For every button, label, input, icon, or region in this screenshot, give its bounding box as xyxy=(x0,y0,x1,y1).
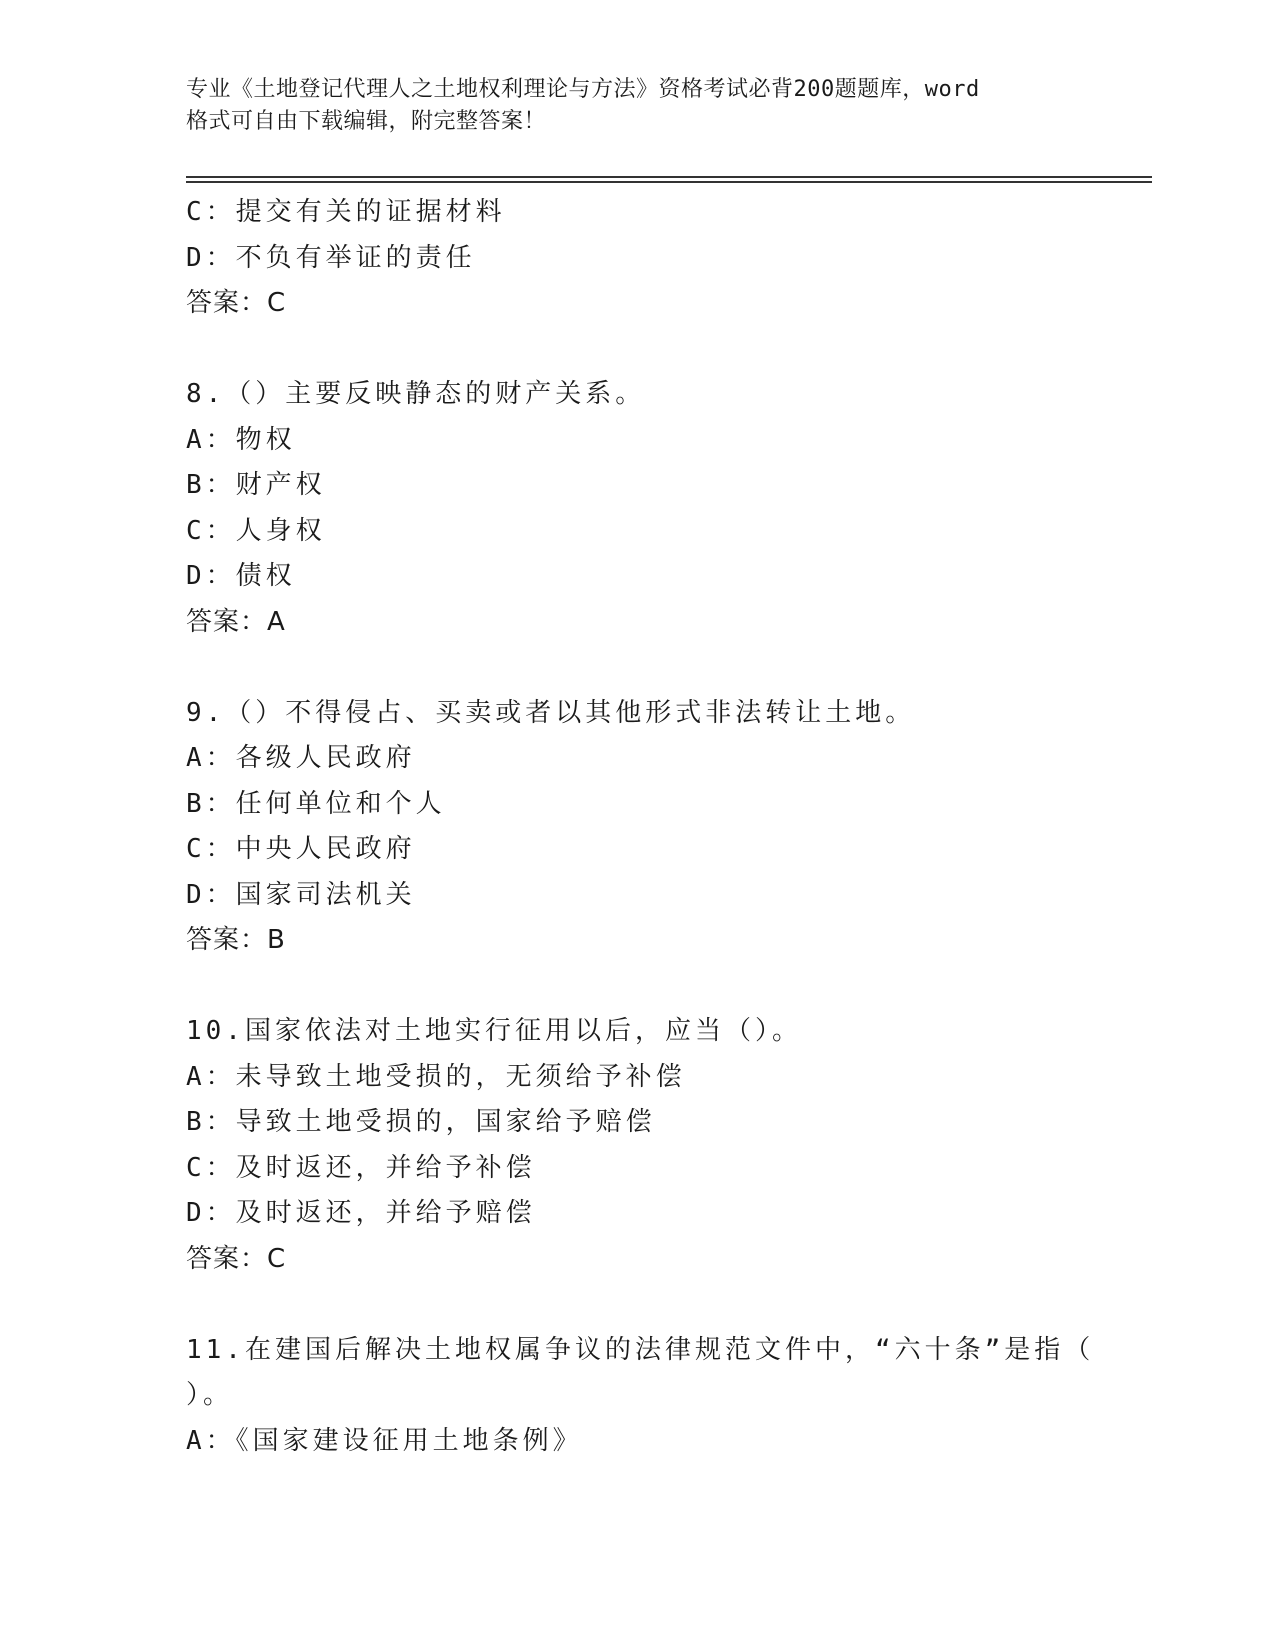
option-d: D：及时返还，并给予赔偿 xyxy=(186,1198,536,1228)
question-11-continued: ）。 xyxy=(186,1380,234,1410)
option-c: C：提交有关的证据材料 xyxy=(186,197,506,227)
spacer xyxy=(186,1282,1086,1328)
question-list xyxy=(186,190,1095,1464)
question-9: 9.（）不得侵占、买卖或者以其他形式非法转让土地。 xyxy=(186,697,916,728)
answer: 答案：C xyxy=(186,288,287,318)
option-a: A：《国家建设征用土地条例》 xyxy=(186,1425,583,1456)
option-c: C：及时返还，并给予补偿 xyxy=(186,1152,536,1183)
option-a: A：各级人民政府 xyxy=(186,743,416,773)
header-divider-bottom xyxy=(186,181,1152,183)
option-b: B：财产权 xyxy=(186,470,326,500)
spacer xyxy=(186,645,1086,691)
option-d: D：国家司法机关 xyxy=(186,879,416,910)
option-a: A：未导致土地受损的，无须给予补偿 xyxy=(186,1061,686,1092)
option-d: D：债权 xyxy=(186,561,296,591)
option-a: A：物权 xyxy=(186,424,296,455)
document-header xyxy=(186,74,1066,138)
spacer xyxy=(186,964,1086,1010)
option-b: B：导致土地受损的，国家给予赔偿 xyxy=(186,1107,656,1137)
header-line-2: 格式可自由下载编辑，附完整答案！ xyxy=(186,109,547,134)
spacer xyxy=(186,327,1086,373)
option-d: D：不负有举证的责任 xyxy=(186,242,476,273)
option-c: C：中央人民政府 xyxy=(186,834,416,864)
answer: 答案：B xyxy=(186,925,286,955)
option-b: B：任何单位和个人 xyxy=(186,788,446,819)
header-line-1: 专业《土地登记代理人之土地权利理论与方法》资格考试必背200题题库，word xyxy=(186,77,980,102)
header-divider-top xyxy=(186,176,1152,178)
question-11: 11.在建国后解决土地权属争议的法律规范文件中，“六十条”是指（ xyxy=(186,1334,1095,1365)
question-10: 10.国家依法对土地实行征用以后，应当（）。 xyxy=(186,1016,802,1046)
option-c: C：人身权 xyxy=(186,515,326,546)
answer: 答案：A xyxy=(186,606,286,637)
question-8: 8.（）主要反映静态的财产关系。 xyxy=(186,379,646,409)
answer: 答案：C xyxy=(186,1243,287,1274)
